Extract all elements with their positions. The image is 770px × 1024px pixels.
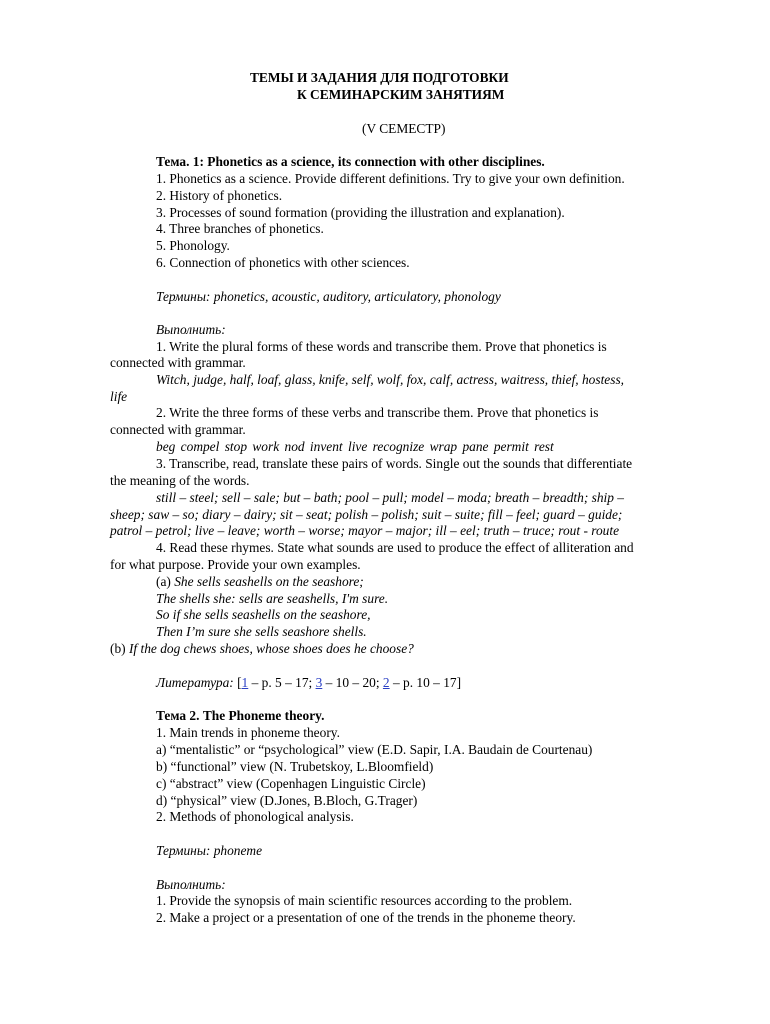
title-line-2: К СЕМИНАРСКИМ ЗАНЯТИЯМ bbox=[297, 87, 505, 102]
task4-text-cont: for what purpose. Provide your own examples. bbox=[110, 557, 361, 572]
rhyme-a-line: So if she sells seashells on the seashore, bbox=[156, 607, 371, 622]
literature-line bbox=[156, 674, 461, 691]
rhyme-b-marker: (b) bbox=[110, 641, 129, 656]
task1-text-cont: connected with grammar. bbox=[110, 355, 246, 370]
task1-text: 1. Write the plural forms of these words and transcribe them. Prove that phonetics is bbox=[156, 339, 607, 354]
topic2-item: b) “functional” view (N. Trubetskoy, L.Bloomfield) bbox=[156, 759, 434, 774]
literature-pages: – 10 – 20; bbox=[322, 675, 383, 690]
topic1-item: 4. Three branches of phonetics. bbox=[156, 221, 324, 236]
literature-bracket: [ bbox=[233, 675, 242, 690]
semester-label: (V СЕМЕСТР) bbox=[362, 121, 446, 136]
literature-ref-link[interactable]: 2 bbox=[382, 675, 390, 690]
topic2-item: 2. Methods of phonological analysis. bbox=[156, 809, 354, 824]
topic2-heading: Тема 2. The Phoneme theory. bbox=[156, 708, 325, 723]
literature-ref-link[interactable]: 3 bbox=[315, 675, 323, 690]
rhyme-b bbox=[110, 640, 414, 657]
task3-words-cont: sheep; saw – so; diary – dairy; sit – seat; polish – polish; suit – suite; fill – feel; guard – guide; bbox=[110, 507, 623, 522]
task1-words-cont: life bbox=[110, 389, 128, 404]
topic2-item: c) “abstract” view (Copenhagen Linguistic Circle) bbox=[156, 776, 426, 791]
topic1-item: 5. Phonology. bbox=[156, 238, 230, 253]
topic2-item: 1. Main trends in phoneme theory. bbox=[156, 725, 340, 740]
topic1-item: 1. Phonetics as a science. Provide different definitions. Try to give your own definition. bbox=[156, 171, 625, 186]
literature-pages: – p. 10 – 17] bbox=[389, 675, 462, 690]
rhyme-a bbox=[156, 573, 364, 590]
topic1-item: 3. Processes of sound formation (providing the illustration and explanation). bbox=[156, 205, 565, 220]
task4-text: 4. Read these rhymes. State what sounds are used to produce the effect of alliteration and bbox=[156, 540, 634, 555]
task3-words: still – steel; sell – sale; but – bath; pool – pull; model – moda; breath – breadth; ship – bbox=[156, 490, 625, 505]
task3-words-cont: patrol – petrol; live – leave; worth – worse; mayor – major; ill – eel; truth – truce; rout - route bbox=[110, 523, 620, 538]
literature-pages: – p. 5 – 17; bbox=[248, 675, 316, 690]
topic2-item: d) “physical” view (D.Jones, B.Bloch, G.Trager) bbox=[156, 793, 418, 808]
topic1-tasks-label: Выполнить: bbox=[156, 322, 226, 337]
topic2-tasks-label: Выполнить: bbox=[156, 877, 226, 892]
task3-text-cont: the meaning of the words. bbox=[110, 473, 250, 488]
rhyme-a-line: The shells she: sells are seashells, I'm sure. bbox=[156, 591, 389, 606]
topic2-task: 1. Provide the synopsis of main scientific resources according to the problem. bbox=[156, 893, 573, 908]
topic1-item: 2. History of phonetics. bbox=[156, 188, 283, 203]
topic2-terms: Термины: phoneme bbox=[156, 843, 263, 858]
rhyme-a-line: She sells seashells on the seashore; bbox=[174, 574, 364, 589]
task1-words: Witch, judge, half, loaf, glass, knife, self, wolf, fox, calf, actress, waitress, thief, hostess, bbox=[156, 372, 625, 387]
task2-text: 2. Write the three forms of these verbs and transcribe them. Prove that phonetics is bbox=[156, 405, 599, 420]
topic1-item: 6. Connection of phonetics with other sciences. bbox=[156, 255, 410, 270]
rhyme-b-line: If the dog chews shoes, whose shoes does he choose? bbox=[128, 641, 414, 656]
literature-ref-link[interactable]: 1 bbox=[241, 675, 249, 690]
topic2-task: 2. Make a project or a presentation of one of the trends in the phoneme theory. bbox=[156, 910, 576, 925]
task3-text: 3. Transcribe, read, translate these pairs of words. Single out the sounds that differentiate bbox=[156, 456, 633, 471]
rhyme-a-line: Then I’m sure she sells seashore shells. bbox=[156, 624, 367, 639]
literature-label: Литература: bbox=[156, 675, 234, 690]
topic1-terms: Термины: phonetics, acoustic, auditory, articulatory, phonology bbox=[156, 289, 501, 304]
rhyme-a-marker: (a) bbox=[156, 574, 175, 589]
topic2-item: a) “mentalistic” or “psychological” view (E.D. Sapir, I.A. Baudain de Courtenau) bbox=[156, 742, 593, 757]
topic1-heading: Тема. 1: Phonetics as a science, its connection with other disciplines. bbox=[156, 154, 545, 169]
task2-words: beg compel stop work nod invent live recognize wrap pane permit rest bbox=[156, 439, 554, 454]
task2-text-cont: connected with grammar. bbox=[110, 422, 246, 437]
title-line-1: ТЕМЫ И ЗАДАНИЯ ДЛЯ ПОДГОТОВКИ bbox=[250, 70, 509, 85]
